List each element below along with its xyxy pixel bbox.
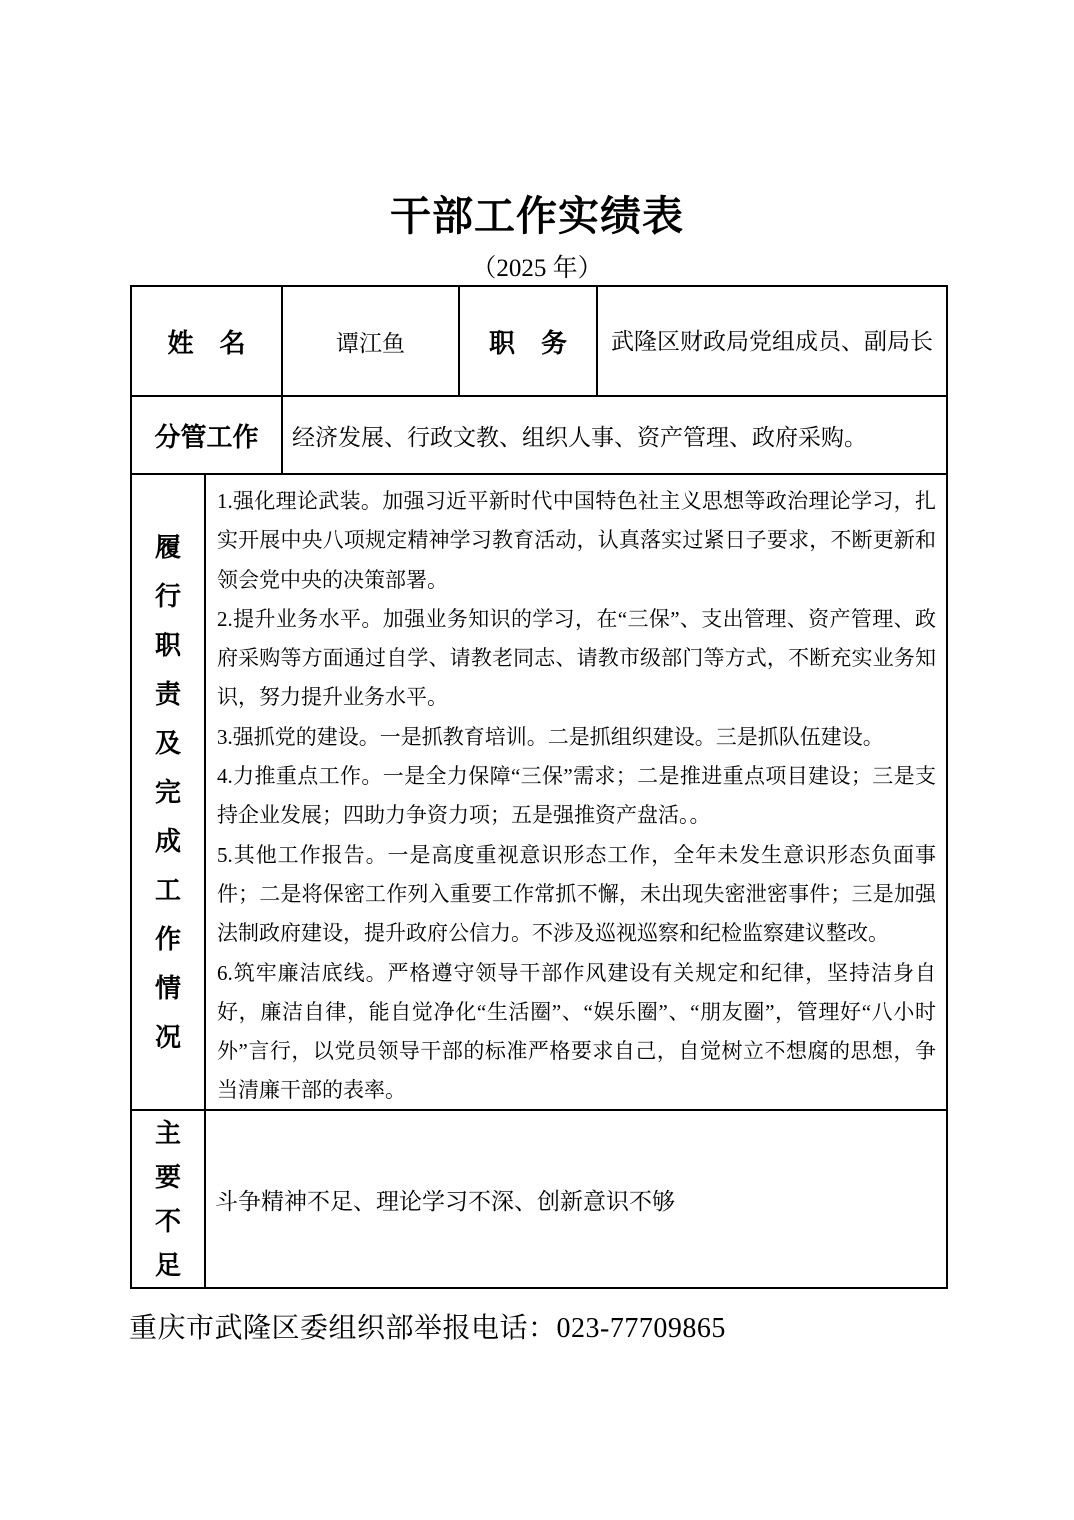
position-label: 职 务 bbox=[460, 287, 598, 395]
position-cell bbox=[598, 287, 946, 395]
performance-label: 履行职责及完成工作情况 bbox=[154, 531, 181, 1052]
position-value: 武隆区财政局党组成员、副局长 bbox=[611, 328, 933, 354]
name-value: 谭江鱼 bbox=[283, 287, 460, 395]
performance-paragraph-3: 3.强抓党的建设。一是抓教育培训。二是抓组织建设。三是抓队伍建设。 bbox=[217, 724, 884, 749]
table-row-identity bbox=[132, 287, 946, 397]
table-row-duties bbox=[132, 397, 946, 475]
performance-paragraph-4: 4.力推重点工作。一是全力保障“三保”需求；二是推进重点项目建设；三是支持企业发展；四助力争资力项；五是强推资产盘活。。 bbox=[217, 764, 936, 828]
performance-paragraph-2: 2.提升业务水平。加强业务知识的学习，在“三保”、支出管理、资产管理、政府采购等方面通过自学、请教老同志、请教市级部门等方式，不断充实业务知识，努力提升业务水平。 bbox=[217, 606, 936, 710]
weaknesses-label-cell bbox=[132, 1111, 206, 1287]
performance-content bbox=[206, 475, 946, 1109]
duties-value: 经济发展、行政文教、组织人事、资产管理、政府采购。 bbox=[292, 424, 867, 450]
duties-label: 分管工作 bbox=[132, 397, 283, 473]
table-row-performance bbox=[132, 475, 946, 1111]
page-subtitle: （2025 年） bbox=[471, 255, 603, 282]
report-hotline: 重庆市武隆区委组织部举报电话：023-77709865 bbox=[129, 1313, 726, 1344]
table-row-weaknesses bbox=[132, 1111, 946, 1287]
performance-paragraph-6: 6.筑牢廉洁底线。严格遵守领导干部作风建设有关规定和纪律，坚持洁身自好，廉洁自律，能自觉净化“生活圈”、“娱乐圈”、“朋友圈”，管理好“八小时外”言行，以党员领导干部的标准严格要求自己，自觉树立不想腐的思想，争当清廉干部的表率。 bbox=[217, 960, 936, 1103]
weaknesses-label: 主要不足 bbox=[154, 1118, 181, 1280]
performance-paragraph-1: 1.强化理论武装。加强习近平新时代中国特色社主义思想等政治理论学习，扎实开展中央八项规定精神学习教育活动，认真落实过紧日子要求，不断更新和领会党中央的决策部署。 bbox=[217, 489, 936, 592]
performance-paragraph-5: 5.其他工作报告。一是高度重视意识形态工作，全年未发生意识形态负面事件；二是将保密工作列入重要工作常抓不懈，未出现失密泄密事件；三是加强法制政府建设，提升政府公信力。不涉及巡视巡察和纪检监察建议整改。 bbox=[217, 842, 936, 946]
name-label: 姓 名 bbox=[132, 287, 283, 395]
weaknesses-value: 斗争精神不足、理论学习不深、创新意识不够 bbox=[215, 1188, 675, 1214]
performance-table bbox=[130, 285, 948, 1289]
page-title: 干部工作实绩表 bbox=[390, 193, 684, 239]
performance-label-cell bbox=[132, 475, 206, 1109]
